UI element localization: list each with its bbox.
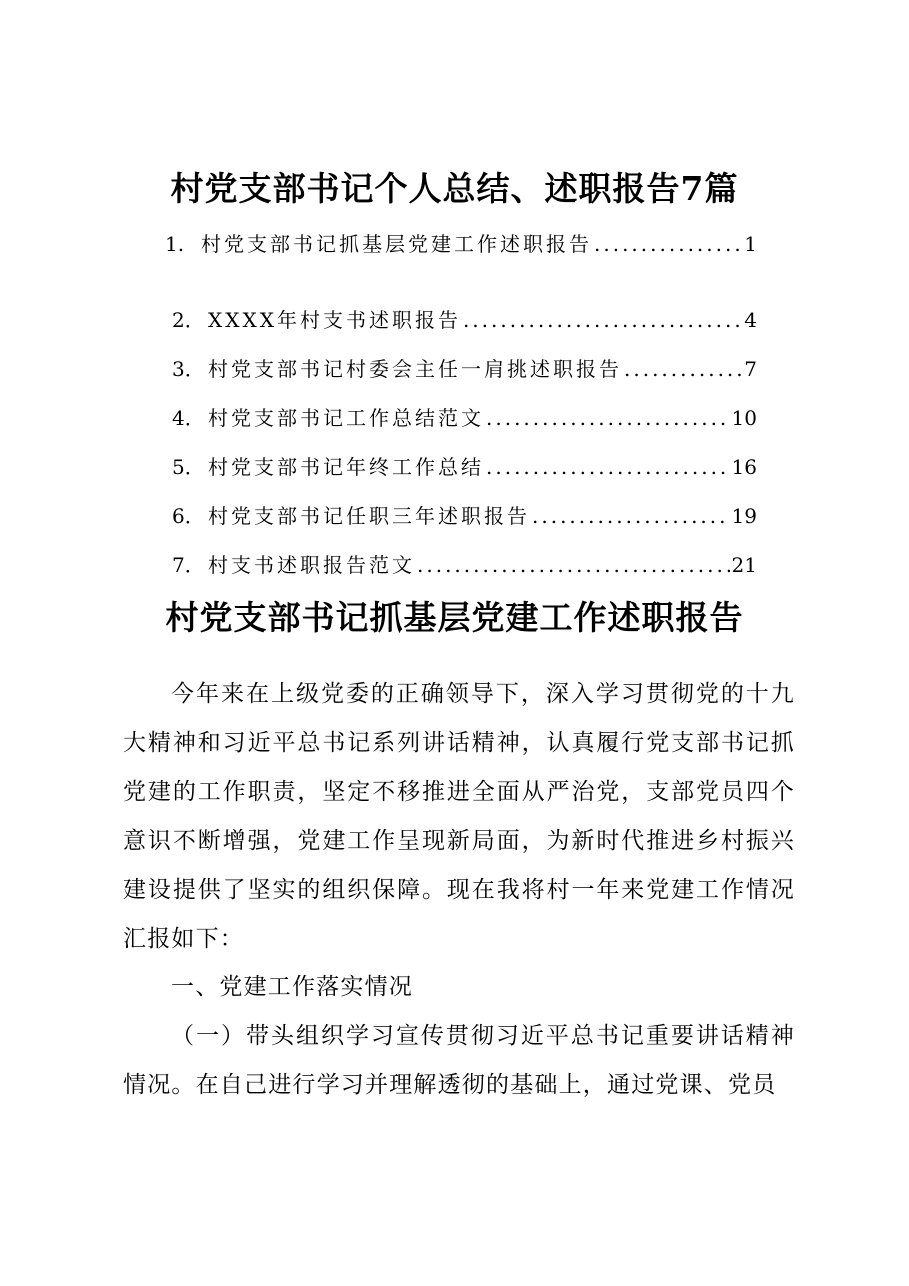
toc-leader-dots [486, 455, 730, 479]
toc-entry[interactable] [172, 500, 757, 530]
toc-leader-dots [624, 357, 742, 381]
toc-entry-text: 村党支部书记抓基层党建工作述职报告 [201, 232, 592, 256]
toc-entry[interactable] [165, 228, 757, 258]
toc-entry-page: 21 [731, 553, 757, 577]
toc-entry-text: 村党支部书记任职三年述职报告 [208, 504, 530, 528]
toc-entry[interactable] [172, 549, 757, 579]
toc-entry-number: 4． [172, 406, 205, 430]
toc-entry-number: 1. [165, 232, 185, 256]
toc-entry[interactable] [172, 451, 757, 481]
toc-entry-text: 村支书述职报告范文 [208, 553, 415, 577]
toc-entry-number: 7． [172, 553, 205, 577]
toc-entry-page: 4 [744, 308, 757, 332]
toc-leader-dots [417, 553, 730, 577]
toc-entry-page: 16 [731, 455, 757, 479]
toc-entry-text: XXXX年村支书述职报告 [208, 308, 461, 332]
toc-leader-dots [486, 406, 730, 430]
toc-entry-number: 3． [172, 357, 205, 381]
toc-entry-number: 2． [172, 308, 205, 332]
toc-entry-number: 5． [172, 455, 205, 479]
body-paragraph: 今年来在上级党委的正确领导下，深入学习贯彻党的十九大精神和习近平总书记系列讲话精神，认真履行党支部书记抓党建的工作职责，坚定不移推进全面从严治党，支部党员四个意识不断增强，党建工作呈现新局面，为新时代推进乡村振兴建设提供了坚实的组织保障。现在我将村一年来党建工作情况汇报如下： [123, 681, 795, 952]
subsection-heading: 一、党建工作落实情况 [171, 974, 413, 1000]
toc-entry-page: 1 [744, 232, 757, 256]
toc-entry-page: 19 [731, 504, 757, 528]
toc-entry-page: 7 [744, 357, 757, 381]
toc-entry-text: 村党支部书记年终工作总结 [208, 455, 484, 479]
toc-leader-dots [594, 232, 742, 256]
document-title: 村党支部书记个人总结、述职报告7篇 [170, 169, 739, 208]
toc-entry-page: 10 [731, 406, 757, 430]
section-title: 村党支部书记抓基层党建工作述职报告 [165, 598, 744, 637]
toc-entry[interactable] [172, 304, 757, 334]
toc-leader-dots [463, 308, 742, 332]
body-paragraph: （一）带头组织学习宣传贯彻习近平总书记重要讲话精神情况。在自己进行学习并理解透彻的基础上，通过党课、党员 [123, 1023, 795, 1098]
toc-entry-text: 村党支部书记工作总结范文 [208, 406, 484, 430]
toc-entry-number: 6． [172, 504, 205, 528]
toc-entry[interactable] [172, 402, 757, 432]
toc-leader-dots [532, 504, 730, 528]
toc-entry[interactable] [172, 353, 757, 383]
toc-entry-text: 村党支部书记村委会主任一肩挑述职报告 [208, 357, 622, 381]
